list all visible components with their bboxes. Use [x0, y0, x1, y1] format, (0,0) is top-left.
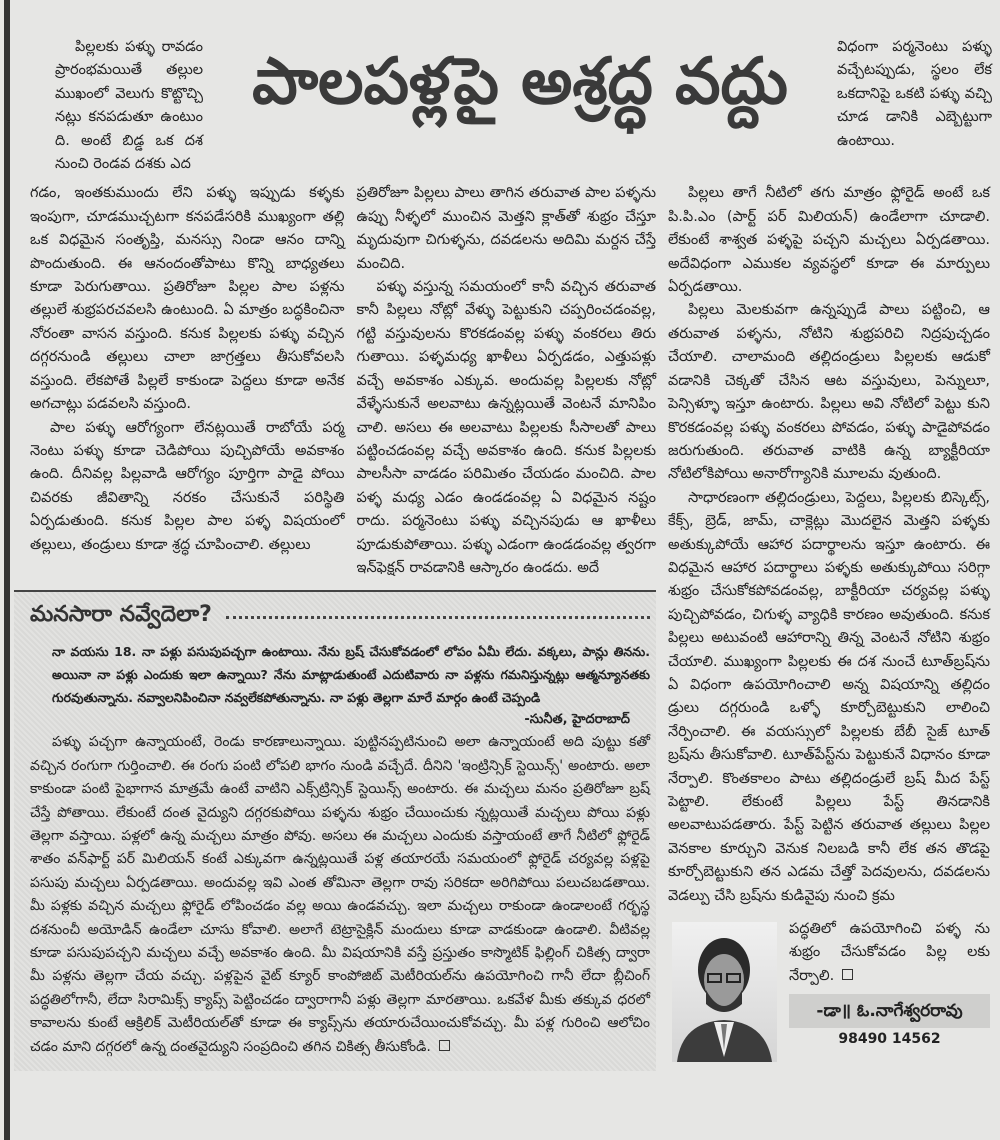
dotted-rule [226, 616, 650, 619]
paragraph: పిల్లలు తాగే నీటిలో తగు మాత్రం ఫ్లోరైడ్ అంటే ఒక పి.పి.ఎం (పార్ట్ పర్ మిలియన్) ఉండేలాగా చూడాలి. లేకుంటే శాశ్వత పళ్ళపై పచ్చని మచ్చలు ఏర్పడతాయి. అదేవిధంగా ఎముకల వ్యవస్థలో కూడా ఈ మార్పులు ఏర్పడతాయి. [668, 185, 990, 296]
qa-title: మనసారా నవ్వేదెలా? [30, 602, 212, 628]
main-row [0, 182, 1000, 1071]
top-row [0, 0, 1000, 176]
paragraph: పాల పళ్ళు ఆరోగ్యంగా లేనట్లయితే రాబోయే పర్మ నెంటు పళ్ళు కూడా చెడిపోయి పుచ్చిపోయే అవకాశం ఉంది. దీనివల్ల పిల్లవాడి ఆరోగ్యం పూర్తిగా పాడై పోయి చివరకు జీవితాన్ని నరకం చేసుకునే పరిస్థితి ఏర్పడుతుంది. కనుక పిల్లల పాల పళ్ళ విషయంలో తల్లులు, తండ్రులు కూడా శ్రద్ధ చూపించాలి. తల్లులు [30, 419, 345, 553]
page-edge-bar [4, 0, 10, 1140]
right-area [668, 182, 990, 1066]
column3 [668, 182, 990, 908]
column3-intro [837, 36, 992, 153]
paragraph: సాధారణంగా తల్లిదండ్రులు, పెద్దలు, పిల్లలకు బిస్కెట్స్, కేక్స్, బ్రెడ్, జామ్, చాక్లెట్లు మొదలైన మెత్తని పళ్ళకు అతుక్కుపోయే ఆహార పదార్థాలను ఇస్తూ ఉంటారు. ఈ విధమైన ఆహార పదార్థాలు పళ్ళకు అతుక్కుపోయి సరిగ్గా శుభ్రం చేసుకోకపోవడంవల్ల, బాక్టీరియా చర్యవల్ల పళ్ళు పుచ్చిపోవడం, చిగుళ్ళ వ్యాధికి కారణం అవుతుంది. కనుక పిల్లలు అటువంటి ఆహారాన్ని తిన్న వెంటనే నోటిని శుభ్రం చేయాలి. ముఖ్యంగా పిల్లలకు ఈ దశ నుంచే టూత్‌బ్రష్‌ను ఏ విధంగా ఉపయోగించాలి అన్న విషయాన్ని తల్లిదం డ్రులు దగ్గరుండి ఒళ్ళో కూర్చోబెట్టుకుని లాలించి నేర్పించాలి. ఈ వయస్సులో పిల్లలకు బేబీ సైజ్ టూత్ బ్రష్‌ను తీసుకోవాలి. టూత్‌పేస్ట్‌ను పెట్టుకునే విధానం కూడా నేర్పాలి. కొంతకాలం పాటు తల్లిదండ్రులే బ్రష్ మీద పేస్ట్ పెట్టాలి. లేకుంటే పిల్లలు పేస్ట్ తినడానికి అలవాటుపడతారు. పేస్ట్ పెట్టిన తరువాత తల్లులు పిల్లల వెనకాల కూర్చుని వెనుక నిలబడి కానీ లేక తన తొడపై కూర్చోబెట్టుకుని తన ఎడమ చేత్తో పెదవులను, దవడలను వెడల్పు చేసి బ్రష్‌ను కుడివైపు నుంచి క్రమ [668, 489, 990, 904]
paragraph: పద్ధతిలో ఉపయోగించి పళ్ళ ను శుభ్రం చేసుకోవడం పిల్ల లకు నేర్పాలి. [789, 921, 990, 984]
headline: పాలపళ్లపై అశ్రద్ధ వద్దు [252, 45, 788, 119]
column2 [356, 182, 656, 580]
paragraph: గడం, ఇంతకుముందు లేని పళ్ళు ఇప్పుడు కళ్ళకు ఇంపుగా, చూడముచ్చటగా కనపడేసరికి ముఖ్యంగా తల్లి ఒక విధమైన సంతృప్తి, మనస్సు నిండా ఆనం దాన్ని పొందుతుంది. ఈ ఆనందంతోపాటు కొన్ని బాధ్యతలు కూడా పెరుగుతాయి. ప్రతిరోజూ పిల్లల పాల పళ్లను తల్లులే శుభ్రపరచవలసి ఉంటుంది. ఏ మాత్రం బద్ధకించినా నోరంతా వాసన వస్తుంది. కనుక పిల్లలకు పళ్ళు వచ్చిన దగ్గరనుండి తల్లులు చాలా జాగ్రత్తలు తీసుకోవలసి వస్తుంది. లేకపోతే పిల్లలే కాకుండా పెద్దలు కూడా అనేక అగచాట్లు పడవలసి వస్తుంది. [30, 185, 345, 413]
author-photo [672, 922, 777, 1062]
qa-question: నా వయసు 18. నా పళ్లు పసుపుపచ్చగా ఉంటాయి. నేను బ్రష్ చేసుకోవడంలో లోపం ఏమీ లేదు. వక్కలు, పాన్లు తినను. అయినా నా పళ్లు ఎందుకు ఇలా ఉన్నాయి? నేను మాట్లాడుతుంటే ఎదుటివారు నా పళ్లను గమనిస్తున్నట్లు ఆత్మన్యూనతకు గురవుతున్నాను. నవ్వాలనిపించినా నవ్వలేకపోతున్నాను. నా పళ్లు తెల్లగా మారే మార్గం ఉంటే చెప్పండి [52, 644, 650, 706]
paragraph: పిల్లలు మెలకువగా ఉన్నప్పుడే పాలు పట్టించి, ఆ తరువాత పళ్ళను, నోటిని శుభ్రపరిచి నిద్రపుచ్చడం చేయాలి. చాలామంది తల్లిదండ్రులు పిల్లలకు ఆడుకో వడానికి చెక్కతో చేసిన ఆట వస్తువులు, పెన్నులూ, పెన్సిళ్ళూ ఇస్తూ ఉంటారు. పిల్లలు అవి నోటిలో పెట్టు కుని కొరకడంవల్ల పళ్ళు వంకరలు పోవడం, పళ్ళు పాడైపోవడం జరుగుతుంది. తరువాత వాటికి ఉన్న బ్యాక్టీరియా నోటిలోకిపోయి అనారోగ్యానికి మూలమ వుతుంది. [668, 302, 990, 483]
author-name: -డా॥ ఓ.నాగేశ్వరరావు [789, 994, 990, 1028]
qa-asked-by: -సునీత, హైదరాబాద్ [524, 712, 630, 728]
paragraph: పళ్ళు వస్తున్న సమయంలో కానీ వచ్చిన తరువాత కానీ పిల్లలు నోట్లో వేళ్ళు పెట్టుకుని చప్పరించడంవల్ల, గట్టి వస్తువులను కొరకడంవల్ల పళ్ళు వంకరలు తిరు గుతాయి. పళ్ళమధ్య ఖాళీలు ఏర్పడడం, ఎత్తుపళ్లు వచ్చే అవకాశం ఎక్కువ. అందువల్ల పిల్లలకు నోట్లో వేళ్ళేసుకునే అలవాటు ఉన్నట్లయితే వెంటనే మానిపిం చాలి. అసలు ఈ అలవాటు పిల్లలకు సీసాలతో పాలు పట్టించడంవల్ల వచ్చే అవకాశం ఉంది. కనుక పిల్లలకు పాలసీసా వాడడం పరిమితం చేయడం మంచిది. పాల పళ్ళ మధ్య ఎడం ఉండడంవల్ల ఏ విధమైన నష్టం రాదు. పర్మనెంటు పళ్ళు వచ్చినపుడు ఆ ఖాళీలు పూడుకుపోతాయి. పళ్ళు ఎడంగా ఉండడంవల్ల త్వరగా ఇన్‌ఫెక్షన్ రావడానికి ఆస్కారం ఉండదు. అదే [356, 279, 656, 576]
author-phone: 98490 14562 [838, 1031, 941, 1048]
qa-header [30, 602, 650, 632]
left-area [14, 182, 656, 1071]
paragraph: ప్రతిరోజూ పిల్లలు పాలు తాగిన తరువాత పాల పళ్ళను ఉప్పు నీళ్ళలో ముంచిన మెత్తని క్లాత్‌తో శుభ్రం చేస్తూ మృదువుగా చిగుళ్ళను, దవడలను అదిమి మర్దన చేస్తే మంచిది. [356, 185, 656, 272]
column1 [30, 182, 344, 557]
end-mark-icon [439, 1040, 450, 1051]
paragraph: పిల్లలకు పళ్ళు రావడం ప్రారంభమయితే తల్లుల ముఖంలో వెలుగు కొట్టొచ్చి నట్లు కనపడుతూ ఉంటుం ది. అంటే బిడ్డ ఒక దశ నుంచి రెండవ దశకు ఎద [55, 39, 203, 173]
column1-intro [55, 36, 203, 176]
qa-answer [30, 731, 650, 1059]
end-mark-icon [842, 969, 853, 980]
qa-box [14, 590, 656, 1071]
author-block [668, 918, 990, 1066]
left-columns [14, 182, 656, 580]
portrait-icon [672, 922, 777, 1062]
answer-text: పళ్ళు పచ్చగా ఉన్నాయంటే, రెండు కారణాలున్నాయి. పుట్టినప్పటినుంచి అలా ఉన్నాయంటే అది పుట్టు కతో వచ్చిన రంగుగా గుర్తించాలి. ఈ రంగు పంటి లోపలి భాగం నుండి వచ్చేదే. దీనిని 'ఇంట్రిన్సిక్ స్టెయిన్స్' అంటారు. అలా కాకుండా పంటి పైభాగాన మాత్రమే ఉంటే వాటిని ఎక్స్‌ట్రిన్సిక్ స్టెయిన్స్ అంటారు. ఈ మచ్చలు మనం ప్రతిరోజూ బ్రష్ చేస్తే పోతాయి. లేకుంటే దంత వైద్యుని దగ్గరకుపోయి పళ్ళను శుభ్రం చేయించుకు న్నట్లయితే మచ్చలు పోయి పళ్లు తెల్లగా వస్తాయి. పళ్లలో ఉన్న మచ్చలు మాత్రం పోవు. అసలు ఈ మచ్చలు ఎందుకు వస్తాయంటే తాగే నీటిలో ఫ్లోరైడ్ శాతం వన్‌ఫార్ట్ పర్ మిలియన్ కంటే ఎక్కువగా ఉన్నట్లయితే పళ్ల తయారయే సమయంలో ఫ్లోరైడ్ చర్యవల్ల పళ్లపై పసుపు మచ్చలు ఏర్పడతాయి. అందువల్ల ఇవి ఎంత తోమినా తెల్లగా రావు సరికదా అరిగిపోయి పలుచబడతాయి. మీ పళ్లకు వచ్చిన మచ్చలు ఫ్లోరైడ్ లోపించడం వల్ల అయి ఉండవచ్చు. ఇలా మచ్చలు రాకుండా ఉండాలంటే గర్భస్థ దశనుంచీ అయోడిన్ ఉండేలా చూసు కోవాలి. అలాగే టెట్రాసైక్లిన్ మందులు కూడా వాడకుండా ఉండాలి. వీటివల్ల కూడా పసుపుపచ్చని మచ్చలు వచ్చే అవకాశం ఉంది. మీ విషయానికి వస్తే ప్రస్తుతం కాస్మొటిక్ ఫిల్లింగ్ చికిత్స ద్వారా మీ పళ్లను తెల్లగా చేయ వచ్చు. పళ్లపైన వైట్ క్యూర్ కాంపోజిట్ మెటీరియల్‌ను ఉపయోగించి గానీ లేదా బ్లీచింగ్ పద్ధతిలోగానీ, లేదా సిరామిక్స్ క్యాప్స్ పెట్టించడం ద్వారాగానీ పళ్లు తెల్లగా మారతాయి. ఒకవేళ మీకు తక్కువ ధరలో కావాలను కుంటే ఆక్రిలిక్ మెటీరియల్‌తో కూడా ఈ క్యాప్స్‌ను తయారుచేయించుకోవచ్చు. మీ పళ్ల గురించి ఆలోచిం చడం మాని దగ్గరలో ఉన్న దంతవైద్యుని సంప్రదించి తగిన చికిత్స తీసుకోండి. [30, 734, 650, 1055]
paragraph: విధంగా పర్మనెంటు పళ్ళు వచ్చేటప్పుడు, స్థలం లేక ఒకదానిపై ఒకటి పళ్ళు వచ్చి చూడ డానికి ఎబ్బెట్టుగా ఉంటాయి. [837, 39, 992, 149]
